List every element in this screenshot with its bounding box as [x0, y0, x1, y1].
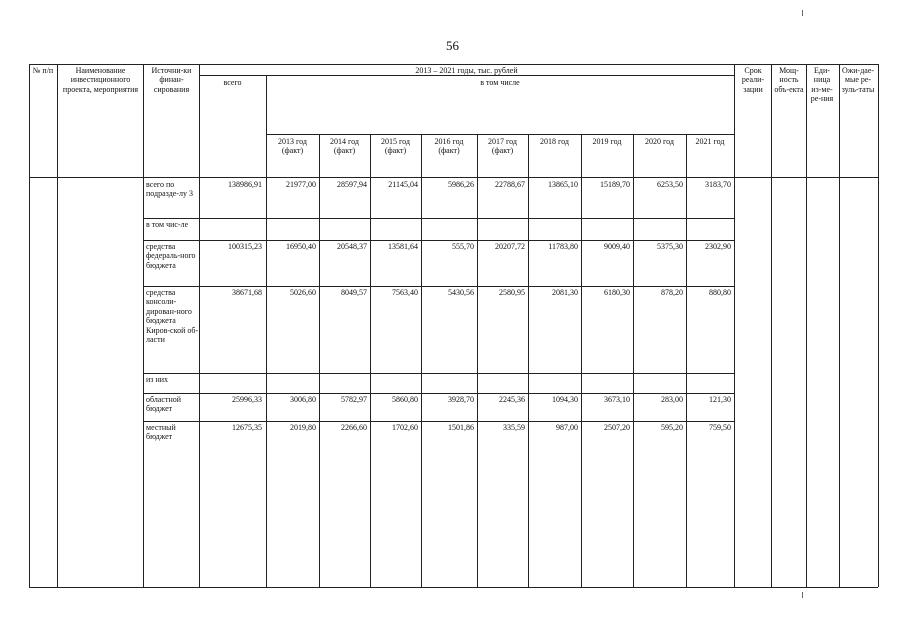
row-3-year-1: 16950,40 — [286, 242, 316, 251]
row-7-year-5: 335,59 — [503, 423, 525, 432]
row-2-year-4 — [422, 220, 474, 232]
row-7-year-7: 2507,20 — [604, 423, 630, 432]
row-7-year-8: 595,20 — [661, 423, 683, 432]
row-2-year-6 — [529, 220, 578, 232]
row-4-year-6: 2081,30 — [552, 288, 578, 297]
row-3-year-4: 555,70 — [452, 242, 474, 251]
row-1-year-3: 21145,04 — [388, 180, 418, 189]
row-3-year-2: 20548,37 — [337, 242, 367, 251]
year-column-rule-7 — [633, 134, 634, 587]
header-year-2: 2014 год (факт) — [330, 137, 359, 156]
row-2-year-7 — [582, 220, 630, 232]
row-4-year-1: 5026,60 — [290, 288, 316, 297]
header-period: 2013 – 2021 годы, тыс. рублей — [415, 66, 518, 75]
header-year-7: 2019 год — [592, 137, 622, 146]
header-unit: Еди-ница из-ме-ре-ния — [810, 66, 834, 104]
row-1-year-1: 21977,00 — [286, 180, 316, 189]
row-4-year-4: 5430,56 — [448, 288, 474, 297]
page-number: 56 — [446, 38, 459, 53]
row-6-year-7: 3673,10 — [604, 395, 630, 404]
row-3-year-5: 20207,72 — [495, 242, 525, 251]
column-rule-4 — [734, 64, 735, 587]
row-7-year-9: 759,50 — [709, 423, 731, 432]
row-1-year-9: 3183,70 — [705, 180, 731, 189]
header-year-5: 2017 год (факт) — [488, 137, 517, 156]
row-4-year-5: 2580,95 — [499, 288, 525, 297]
column-rule-5 — [771, 64, 772, 587]
row-2-year-3 — [371, 220, 418, 232]
year-column-rule-4 — [477, 134, 478, 587]
header-bottom-rule — [29, 177, 878, 178]
row-source-5: из них — [146, 375, 169, 384]
header-sources: Источни-ки финан-сирования — [151, 66, 192, 94]
row-source-4: средства консоли-дирован-ного бюджета Киров-ской об-ласти — [146, 288, 199, 345]
header-results: Ожи-дае-мые ре-зуль-таты — [841, 66, 875, 94]
row-1-year-4: 5986,26 — [448, 180, 474, 189]
table-bottom-border — [29, 587, 878, 588]
row-6-year-1: 3006,80 — [290, 395, 316, 404]
year-column-rule-5 — [528, 134, 529, 587]
column-rule-7 — [839, 64, 840, 587]
row-6-year-8: 283,00 — [661, 395, 683, 404]
row-5-year-7 — [582, 375, 630, 387]
row-divider-3 — [143, 286, 734, 287]
years-header-divider — [266, 134, 734, 135]
year-column-rule-1 — [319, 134, 320, 587]
row-total-5 — [200, 375, 262, 387]
row-3-year-6: 11783,80 — [548, 242, 578, 251]
header-total: всего — [223, 78, 242, 87]
row-6-year-5: 2245,36 — [499, 395, 525, 404]
row-total-4: 38671,68 — [232, 288, 262, 297]
header-year-4: 2016 год (факт) — [434, 137, 464, 156]
row-4-year-8: 878,20 — [661, 288, 683, 297]
row-5-year-9 — [687, 375, 731, 387]
header-number: № п/п — [32, 66, 54, 75]
table-top-border — [29, 64, 878, 65]
row-5-year-2 — [320, 375, 367, 387]
row-divider-6 — [143, 421, 734, 422]
year-column-rule-8 — [686, 134, 687, 587]
header-capacity: Мощ-ность объ-екта — [774, 66, 804, 94]
header-project-name: Наименование инвестиционного проекта, мероприятия — [62, 66, 139, 94]
row-source-6: областной бюджет — [146, 395, 182, 414]
row-6-year-6: 1094,30 — [552, 395, 578, 404]
header-year-1: 2013 год (факт) — [278, 137, 307, 156]
row-total-7: 12675,35 — [232, 423, 262, 432]
year-column-rule-3 — [421, 134, 422, 587]
row-source-1: всего по подразде-лу 3 — [146, 180, 193, 199]
column-rule-1 — [57, 64, 58, 587]
column-rule-6 — [806, 64, 807, 587]
row-source-7: местный бюджет — [146, 423, 176, 442]
row-2-year-9 — [687, 220, 731, 232]
row-6-year-9: 121,30 — [709, 395, 731, 404]
row-4-year-3: 7563,40 — [392, 288, 418, 297]
row-total-2 — [200, 220, 262, 232]
header-year-9: 2021 год — [695, 137, 725, 146]
row-5-year-6 — [529, 375, 578, 387]
row-3-year-9: 2302,90 — [705, 242, 731, 251]
row-3-year-8: 5375,30 — [657, 242, 683, 251]
row-1-year-5: 22788,67 — [495, 180, 525, 189]
column-rule-8 — [878, 64, 879, 587]
row-4-year-2: 8049,57 — [341, 288, 367, 297]
row-2-year-2 — [320, 220, 367, 232]
row-3-year-7: 9009,40 — [604, 242, 630, 251]
year-column-rule-2 — [370, 134, 371, 587]
row-6-year-2: 5782,97 — [341, 395, 367, 404]
row-1-year-8: 6253,50 — [657, 180, 683, 189]
row-7-year-1: 2019,80 — [290, 423, 316, 432]
row-7-year-2: 2266,60 — [341, 423, 367, 432]
row-5-year-1 — [267, 375, 316, 387]
row-2-year-8 — [634, 220, 683, 232]
row-1-year-7: 15189,70 — [600, 180, 630, 189]
row-4-year-7: 6180,30 — [604, 288, 630, 297]
year-column-rule-6 — [581, 134, 582, 587]
row-2-year-1 — [267, 220, 316, 232]
row-1-year-6: 13865,10 — [548, 180, 578, 189]
row-source-3: средства федераль-ного бюджета — [146, 242, 196, 270]
row-2-year-5 — [478, 220, 525, 232]
row-6-year-4: 3928,70 — [448, 395, 474, 404]
row-6-year-3: 5860,80 — [392, 395, 418, 404]
row-divider-4 — [143, 373, 734, 374]
row-divider-5 — [143, 393, 734, 394]
row-5-year-4 — [422, 375, 474, 387]
row-5-year-8 — [634, 375, 683, 387]
row-7-year-4: 1501,86 — [448, 423, 474, 432]
row-7-year-3: 1702,60 — [392, 423, 418, 432]
header-year-6: 2018 год — [540, 137, 569, 146]
header-year-8: 2020 год — [645, 137, 674, 146]
row-4-year-9: 880,80 — [709, 288, 731, 297]
row-source-2: в том чис-ле — [146, 220, 189, 229]
header-term: Срок реали-зации — [741, 66, 765, 94]
row-3-year-3: 13581,64 — [388, 242, 418, 251]
column-rule-0 — [29, 64, 30, 587]
row-5-year-3 — [371, 375, 418, 387]
row-total-1: 138986,91 — [228, 180, 262, 189]
header-including: в том числе — [480, 78, 520, 87]
header-year-3: 2015 год (факт) — [381, 137, 410, 156]
row-7-year-6: 987,00 — [556, 423, 578, 432]
scan-mark-bottom — [802, 592, 803, 598]
row-divider-1 — [143, 218, 734, 219]
column-rule-total-right — [266, 75, 267, 587]
row-total-6: 25996,33 — [232, 395, 262, 404]
row-divider-2 — [143, 240, 734, 241]
row-1-year-2: 28597,94 — [337, 180, 367, 189]
row-5-year-5 — [478, 375, 525, 387]
scan-mark-top — [802, 10, 803, 16]
row-total-3: 100315,23 — [228, 242, 262, 251]
